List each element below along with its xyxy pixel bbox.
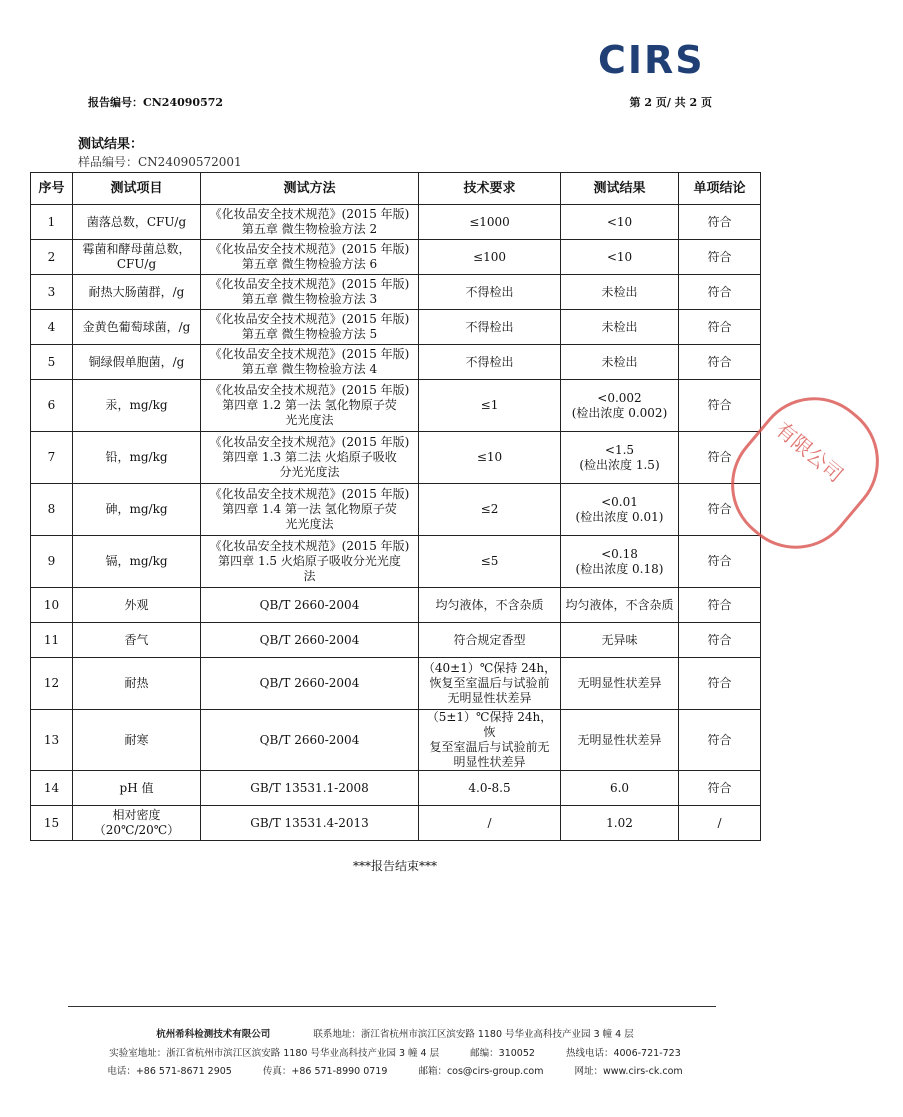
cell-conclusion: 符合 — [679, 710, 761, 771]
cell-conclusion: 符合 — [679, 623, 761, 658]
footer-company: 杭州希科检测技术有限公司 — [156, 1029, 271, 1040]
cell-method: GB/T 13531.1-2008 — [201, 771, 419, 806]
footer-line-1 — [0, 1026, 790, 1040]
cell-item: 镉，mg/kg — [73, 536, 201, 588]
cell-method: QB/T 2660-2004 — [201, 658, 419, 710]
footer-website: 网址：www.cirs-ck.com — [574, 1066, 683, 1077]
table-row — [31, 658, 761, 710]
cell-item: 外观 — [73, 588, 201, 623]
cell-result: 均匀液体，不含杂质 — [561, 588, 679, 623]
cell-result: 未检出 — [561, 345, 679, 380]
cirs-logo: CIRS — [598, 38, 705, 82]
cell-item: 砷，mg/kg — [73, 484, 201, 536]
footer-hotline: 热线电话：4006-721-723 — [565, 1048, 681, 1059]
cell-result: <1.5 (检出浓度 1.5) — [561, 432, 679, 484]
table-row — [31, 275, 761, 310]
cell-conclusion: 符合 — [679, 345, 761, 380]
cell-index: 14 — [31, 771, 73, 806]
cell-result: 1.02 — [561, 806, 679, 841]
col-header-result: 测试结果 — [561, 173, 679, 205]
cell-requirement: / — [419, 806, 561, 841]
cell-requirement: 不得检出 — [419, 275, 561, 310]
cell-index: 7 — [31, 432, 73, 484]
cell-index: 5 — [31, 345, 73, 380]
cell-requirement: ≤1000 — [419, 205, 561, 240]
footer-contact-address: 联系地址：浙江省杭州市滨江区滨安路 1180 号华业高科技产业园 3 幢 4 层 — [313, 1029, 634, 1040]
cell-requirement: 4.0-8.5 — [419, 771, 561, 806]
col-header-conclusion: 单项结论 — [679, 173, 761, 205]
cell-method: 《化妆品安全技术规范》(2015 年版) 第四章 1.5 火焰原子吸收分光光度 法 — [201, 536, 419, 588]
cell-index: 6 — [31, 380, 73, 432]
section-title: 测试结果： — [78, 137, 144, 152]
cell-index: 1 — [31, 205, 73, 240]
cell-result: <0.002 (检出浓度 0.002) — [561, 380, 679, 432]
table-header-row — [31, 173, 761, 205]
cell-requirement: 符合规定香型 — [419, 623, 561, 658]
cell-index: 10 — [31, 588, 73, 623]
footer-email: 邮箱：cos@cirs-group.com — [418, 1066, 544, 1077]
table-row — [31, 484, 761, 536]
table-row — [31, 623, 761, 658]
cell-method: 《化妆品安全技术规范》(2015 年版) 第四章 1.3 第二法 火焰原子吸收 分光光度法 — [201, 432, 419, 484]
table-row — [31, 205, 761, 240]
cell-requirement: 不得检出 — [419, 345, 561, 380]
table-row — [31, 710, 761, 771]
cell-result: 无明显性状差异 — [561, 710, 679, 771]
cell-result: <10 — [561, 205, 679, 240]
cell-index: 8 — [31, 484, 73, 536]
col-header-requirement: 技术要求 — [419, 173, 561, 205]
footer-postcode: 邮编：310052 — [470, 1048, 535, 1059]
cell-item: 铜绿假单胞菌，/g — [73, 345, 201, 380]
cell-result: 无明显性状差异 — [561, 658, 679, 710]
results-table — [30, 172, 761, 841]
cell-requirement: ≤100 — [419, 240, 561, 275]
col-header-index: 序号 — [31, 173, 73, 205]
cell-requirement: （5±1）℃保持 24h，恢 复至室温后与试验前无 明显性状差异 — [419, 710, 561, 771]
cell-conclusion: 符合 — [679, 658, 761, 710]
cell-index: 12 — [31, 658, 73, 710]
report-number: 报告编号：CN24090572 — [88, 96, 224, 109]
cell-result: <10 — [561, 240, 679, 275]
cell-conclusion: 符合 — [679, 588, 761, 623]
table-row — [31, 771, 761, 806]
cell-result: 未检出 — [561, 275, 679, 310]
cell-method: QB/T 2660-2004 — [201, 710, 419, 771]
table-row — [31, 380, 761, 432]
cell-result: <0.18 (检出浓度 0.18) — [561, 536, 679, 588]
cell-requirement: ≤10 — [419, 432, 561, 484]
cell-method: GB/T 13531.4-2013 — [201, 806, 419, 841]
cell-item: 汞，mg/kg — [73, 380, 201, 432]
cell-method: 《化妆品安全技术规范》(2015 年版) 第五章 微生物检验方法 6 — [201, 240, 419, 275]
footer-fax: 传真：+86 571-8990 0719 — [262, 1066, 388, 1077]
cell-conclusion: 符合 — [679, 771, 761, 806]
table-row — [31, 432, 761, 484]
footer-phone: 电话：+86 571-8671 2905 — [107, 1066, 232, 1077]
table-row — [31, 310, 761, 345]
cell-conclusion: 符合 — [679, 240, 761, 275]
cell-conclusion: 符合 — [679, 484, 761, 536]
cell-requirement: ≤5 — [419, 536, 561, 588]
cell-result: <0.01 (检出浓度 0.01) — [561, 484, 679, 536]
cell-item: 香气 — [73, 623, 201, 658]
cell-index: 3 — [31, 275, 73, 310]
footer-divider — [68, 1006, 716, 1007]
cell-requirement: 均匀液体，不含杂质 — [419, 588, 561, 623]
cell-requirement: 不得检出 — [419, 310, 561, 345]
cell-requirement: （40±1）℃保持 24h， 恢复至室温后与试验前 无明显性状差异 — [419, 658, 561, 710]
cell-conclusion: 符合 — [679, 310, 761, 345]
col-header-method: 测试方法 — [201, 173, 419, 205]
table-row — [31, 240, 761, 275]
page-number: 第 2 页/ 共 2 页 — [629, 96, 712, 109]
table-row — [31, 536, 761, 588]
table-row — [31, 345, 761, 380]
cell-item: 耐寒 — [73, 710, 201, 771]
table-row — [31, 588, 761, 623]
cell-index: 4 — [31, 310, 73, 345]
cell-conclusion: 符合 — [679, 432, 761, 484]
cell-item: 金黄色葡萄球菌，/g — [73, 310, 201, 345]
footer-line-2 — [0, 1045, 790, 1059]
cell-conclusion: 符合 — [679, 380, 761, 432]
company-seal: 有限公司 — [707, 373, 903, 573]
cell-item: 铅，mg/kg — [73, 432, 201, 484]
cell-index: 11 — [31, 623, 73, 658]
cell-method: 《化妆品安全技术规范》(2015 年版) 第五章 微生物检验方法 4 — [201, 345, 419, 380]
cell-conclusion: / — [679, 806, 761, 841]
cell-requirement: ≤2 — [419, 484, 561, 536]
cell-result: 无异味 — [561, 623, 679, 658]
cell-method: QB/T 2660-2004 — [201, 623, 419, 658]
cell-conclusion: 符合 — [679, 205, 761, 240]
cell-method: 《化妆品安全技术规范》(2015 年版) 第五章 微生物检验方法 2 — [201, 205, 419, 240]
table-row — [31, 806, 761, 841]
sample-number: 样品编号：CN24090572001 — [78, 155, 242, 169]
cell-conclusion: 符合 — [679, 275, 761, 310]
col-header-item: 测试项目 — [73, 173, 201, 205]
table-body — [31, 205, 761, 841]
cell-item: 霉菌和酵母菌总数， CFU/g — [73, 240, 201, 275]
cell-index: 9 — [31, 536, 73, 588]
cell-result: 6.0 — [561, 771, 679, 806]
cell-index: 15 — [31, 806, 73, 841]
cell-method: 《化妆品安全技术规范》(2015 年版) 第五章 微生物检验方法 3 — [201, 275, 419, 310]
cell-method: 《化妆品安全技术规范》(2015 年版) 第五章 微生物检验方法 5 — [201, 310, 419, 345]
cell-index: 2 — [31, 240, 73, 275]
cell-item: 相对密度 （20℃/20℃） — [73, 806, 201, 841]
cell-item: 耐热大肠菌群，/g — [73, 275, 201, 310]
cell-index: 13 — [31, 710, 73, 771]
footer-line-3 — [0, 1063, 790, 1077]
cell-result: 未检出 — [561, 310, 679, 345]
end-of-report: ***报告结束*** — [352, 859, 437, 873]
cell-item: pH 值 — [73, 771, 201, 806]
cell-method: 《化妆品安全技术规范》(2015 年版) 第四章 1.4 第一法 氢化物原子荧 光光度法 — [201, 484, 419, 536]
cell-requirement: ≤1 — [419, 380, 561, 432]
cell-conclusion: 符合 — [679, 536, 761, 588]
cell-method: QB/T 2660-2004 — [201, 588, 419, 623]
footer-lab-address: 实验室地址：浙江省杭州市滨江区滨安路 1180 号华业高科技产业园 3 幢 4 层 — [109, 1048, 440, 1059]
cell-item: 菌落总数，CFU/g — [73, 205, 201, 240]
cell-item: 耐热 — [73, 658, 201, 710]
cell-method: 《化妆品安全技术规范》(2015 年版) 第四章 1.2 第一法 氢化物原子荧 光光度法 — [201, 380, 419, 432]
